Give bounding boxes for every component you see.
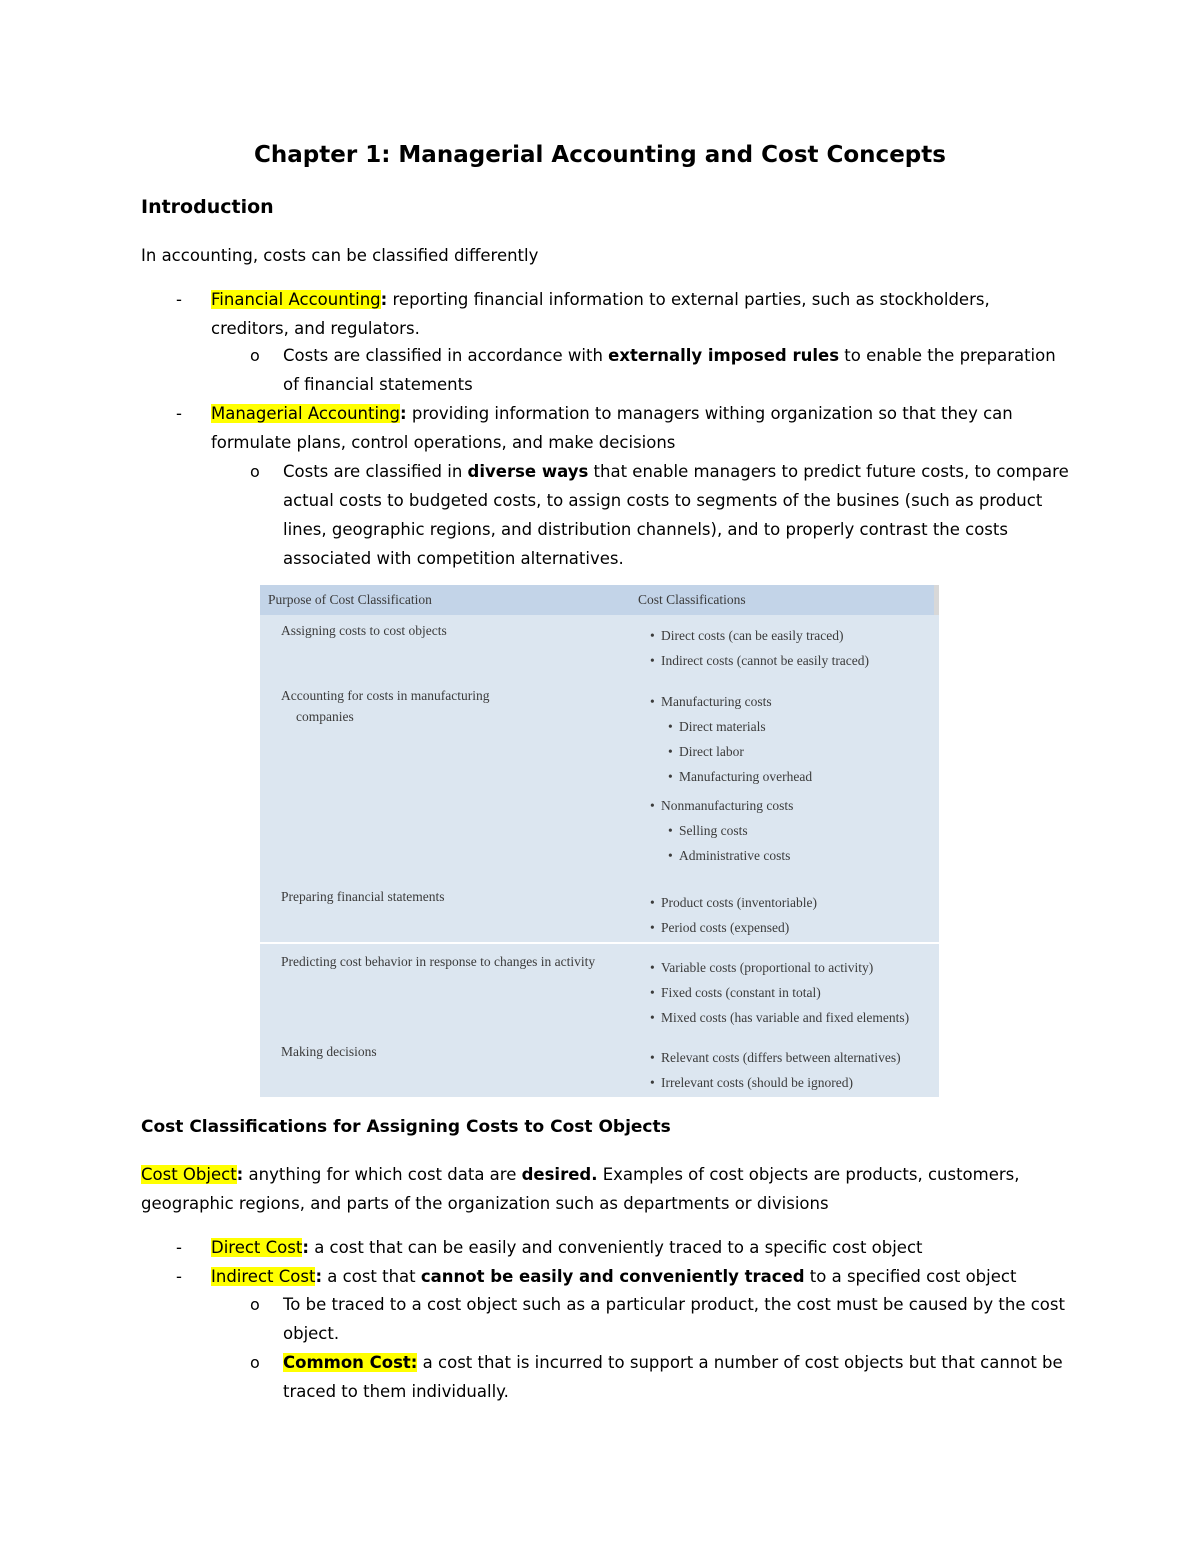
cost-classification-table: [260, 585, 939, 1097]
sub-text: to enable the preparation of financial statements: [283, 346, 1056, 394]
definition-text: a cost that: [322, 1267, 421, 1286]
definition-text: a cost that is incurred to support a number of cost objects but that cannot be traced to them individually.: [283, 1353, 1063, 1401]
o-bullet: o: [250, 346, 260, 365]
purpose-cell: Preparing financial statements: [281, 889, 445, 904]
bold-phrase: externally imposed rules: [608, 346, 840, 365]
table-list-item: • Fixed costs (constant in total): [650, 985, 821, 1000]
definition-text: Examples of cost objects are products, customers, geographic regions, and parts of the organization such as departments or divisions: [141, 1165, 1020, 1213]
purpose-cell: Assigning costs to cost objects: [281, 623, 447, 638]
table-list-item: • Direct costs (can be easily traced): [650, 628, 844, 643]
table-list-item: • Irrelevant costs (should be ignored): [650, 1075, 853, 1090]
definition-text: providing information to managers withing organization so that they can formulate plans, control operations, and make decisions: [211, 404, 1013, 452]
definition-text: to a specified cost object: [804, 1267, 1017, 1286]
list-item-direct-cost: [211, 1233, 1071, 1262]
section-heading-cost-objects: Cost Classifications for Assigning Costs to Cost Objects: [141, 1117, 671, 1137]
list-item-indirect-cost: [211, 1262, 1071, 1291]
bold-phrase: desired.: [521, 1165, 598, 1184]
list-item-financial-accounting: [211, 285, 1071, 343]
bold-phrase: cannot be easily and conveniently traced: [420, 1267, 805, 1286]
o-bullet: o: [250, 462, 260, 481]
sub-item-diverse-ways: [283, 457, 1073, 573]
intro-lead: In accounting, costs can be classified differently: [141, 246, 539, 265]
bold-phrase: diverse ways: [467, 462, 589, 481]
header-purpose: Purpose of Cost Classification: [268, 592, 432, 607]
table-list-item: • Mixed costs (has variable and fixed elements): [650, 1010, 910, 1025]
sub-item-external-rules: [283, 341, 1073, 399]
definition-text: a cost that can be easily and conveniently traced to a specific cost object: [308, 1238, 923, 1257]
table-list-item: • Indirect costs (cannot be easily traced): [650, 653, 870, 668]
term-colon: :: [380, 290, 388, 309]
term-colon: :: [302, 1238, 309, 1257]
purpose-line: companies: [296, 709, 354, 724]
cost-object-definition: [141, 1160, 1071, 1218]
highlighted-term: Common Cost:: [283, 1353, 418, 1372]
term-colon: :: [315, 1267, 323, 1286]
table-list-item: • Manufacturing costs: [650, 694, 772, 709]
purpose-cell: Making decisions: [281, 1044, 377, 1059]
classification-cell: [650, 955, 909, 1030]
highlighted-term: Cost Object: [141, 1165, 237, 1184]
sub-text: Costs are classified in accordance with: [283, 346, 609, 365]
term-colon: :: [400, 404, 407, 423]
table-list-item: • Relevant costs (differs between alternatives): [650, 1050, 901, 1065]
page-title: Chapter 1: Managerial Accounting and Cost Concepts: [254, 142, 946, 168]
classification-cell: [650, 689, 812, 868]
highlighted-term: Direct Cost: [211, 1238, 303, 1257]
header-classifications: Cost Classifications: [638, 592, 746, 607]
dash-bullet: -: [176, 1267, 182, 1286]
classification-cell: [650, 623, 869, 673]
definition-text: anything for which cost data are: [243, 1165, 522, 1184]
sub-item-traced: To be traced to a cost object such as a particular product, the cost must be caused by the cost object.: [283, 1295, 1065, 1343]
table-header: [260, 585, 939, 615]
sub-text: Costs are classified in: [283, 462, 468, 481]
classification-cell: [650, 890, 817, 940]
list-item-managerial-accounting: [211, 399, 1071, 457]
table-list-item: • Manufacturing overhead: [668, 769, 813, 784]
table-list-item: • Administrative costs: [668, 848, 791, 863]
definition-text: reporting financial information to external parties, such as stockholders, creditors, and regulators.: [211, 290, 990, 338]
table-list-item: • Variable costs (proportional to activity): [650, 960, 874, 975]
dash-bullet: -: [176, 404, 182, 423]
table-list-item: • Direct materials: [668, 719, 766, 734]
purpose-cell: [281, 685, 489, 727]
highlighted-term: Financial Accounting: [211, 290, 381, 309]
sub-item-common-cost: [283, 1348, 1073, 1406]
highlighted-term: Indirect Cost: [211, 1267, 316, 1286]
purpose-cell: Predicting cost behavior in response to changes in activity: [281, 954, 596, 969]
o-bullet: o: [250, 1295, 260, 1314]
highlighted-term: Managerial Accounting: [211, 404, 400, 423]
table-list-item: • Nonmanufacturing costs: [650, 798, 794, 813]
dash-bullet: -: [176, 1238, 182, 1257]
purpose-line: Accounting for costs in manufacturing: [281, 688, 490, 703]
sub-text: that enable managers to predict future costs, to compare actual costs to budgeted costs, to assign costs to segments of the busines (such as product lines, geographic regions, and distribution channels), and to properly contrast the costs associated with competition alternatives.: [283, 462, 1069, 568]
dash-bullet: -: [176, 290, 182, 309]
table-list-item: • Direct labor: [668, 744, 744, 759]
table-list-item: • Period costs (expensed): [650, 920, 790, 935]
table-list-item: • Selling costs: [668, 823, 748, 838]
section-heading-introduction: Introduction: [141, 196, 274, 218]
term-colon: :: [236, 1165, 244, 1184]
table-list-item: • Product costs (inventoriable): [650, 895, 817, 910]
row-divider: [260, 942, 939, 944]
classification-cell: [650, 1045, 901, 1095]
o-bullet: o: [250, 1353, 260, 1372]
